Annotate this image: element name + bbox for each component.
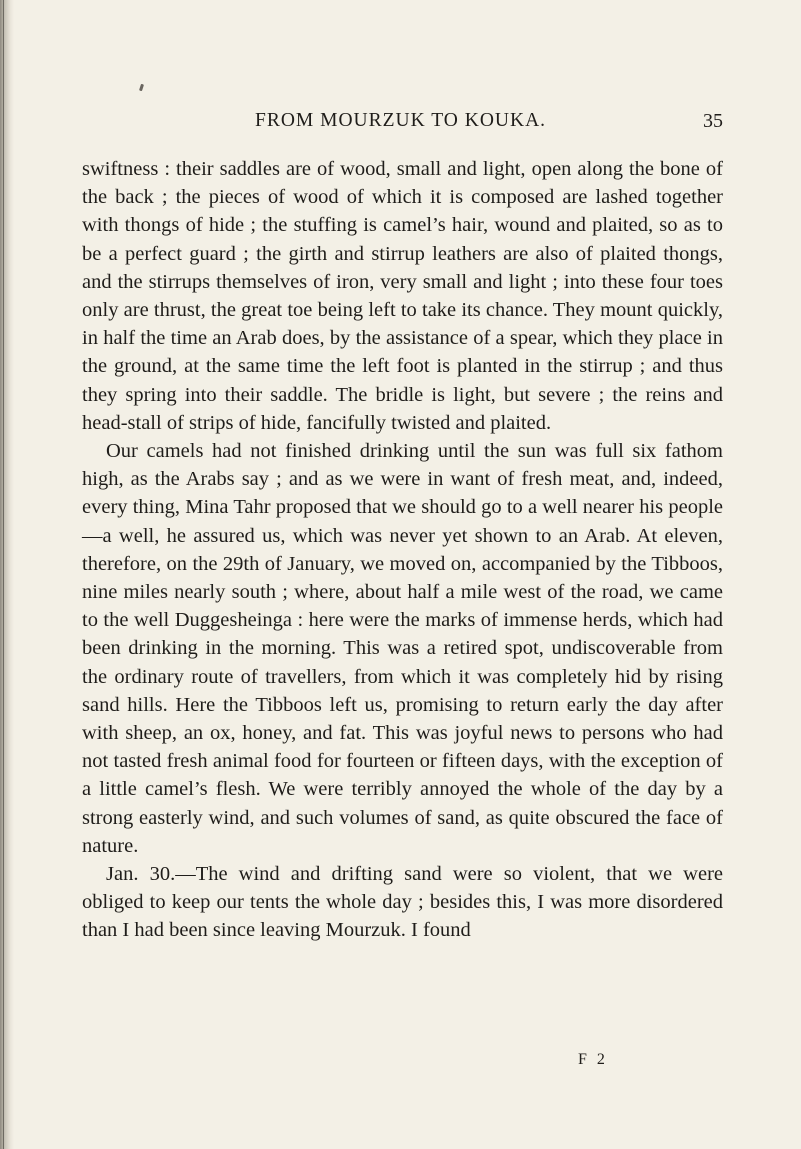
ink-speck	[139, 84, 144, 92]
body-text	[82, 155, 723, 945]
page-number: 35	[703, 110, 723, 132]
running-title: FROM MOURZUK TO KOUKA.	[254, 110, 547, 131]
page-header	[0, 104, 801, 138]
paragraph-continuation: swiftness : their saddles are of wood, small and light, open along the bone of the back ; the pieces of wood of which it is composed are lashed together with thongs of hide ; the stuffing is camel’s hair, wound and plaited, so as to be a perfect guard ; the girth and stirrup leathers are also of plaited thongs, and the stirrups themselves of iron, very small and light ; into these four toes only are thrust, the great toe being left to take its chance. They mount quickly, in half the time an Arab does, by the assistance of a spear, which they place in the ground, at the same time the left foot is planted in the stirrup ; and thus they spring into their saddle. The bridle is light, but severe ; the reins and head-stall of strips of hide, fancifully twisted and plaited.	[82, 158, 723, 434]
paragraph-camels: Our camels had not finished drinking until the sun was full six fathom high, as the Arabs say ; and as we were in want of fresh meat, and, indeed, every thing, Mina Tahr proposed that we should go to a well nearer his people—a well, he assured us, which was never yet shown to an Arab. At eleven, therefore, on the 29th of January, we moved on, accompanied by the Tibboos, nine miles nearly south ; where, about half a mile west of the road, we came to the well Duggesheinga : here were the marks of immense herds, which had been drinking in the morning. This was a retired spot, undiscoverable from the ordinary route of travellers, from which it was completely hid by rising sand hills. Here the Tibboos left us, promising to return early the day after with sheep, an ox, honey, and fat. This was joyful news to persons who had not tasted fresh animal food for fourteen or fifteen days, with the exception of a little camel’s flesh. We were terribly annoyed the whole of the day by a strong easterly wind, and such volumes of sand, as quite obscured the face of nature.	[82, 440, 723, 857]
paragraph-jan-30: Jan. 30.—The wind and drifting sand were so violent, that we were obliged to keep our tents the whole day ; besides this, I was more disordered than I had been since leaving Mourzuk. I found	[82, 863, 723, 942]
signature-mark: F 2	[578, 1051, 608, 1068]
binding-edge	[3, 0, 4, 1149]
